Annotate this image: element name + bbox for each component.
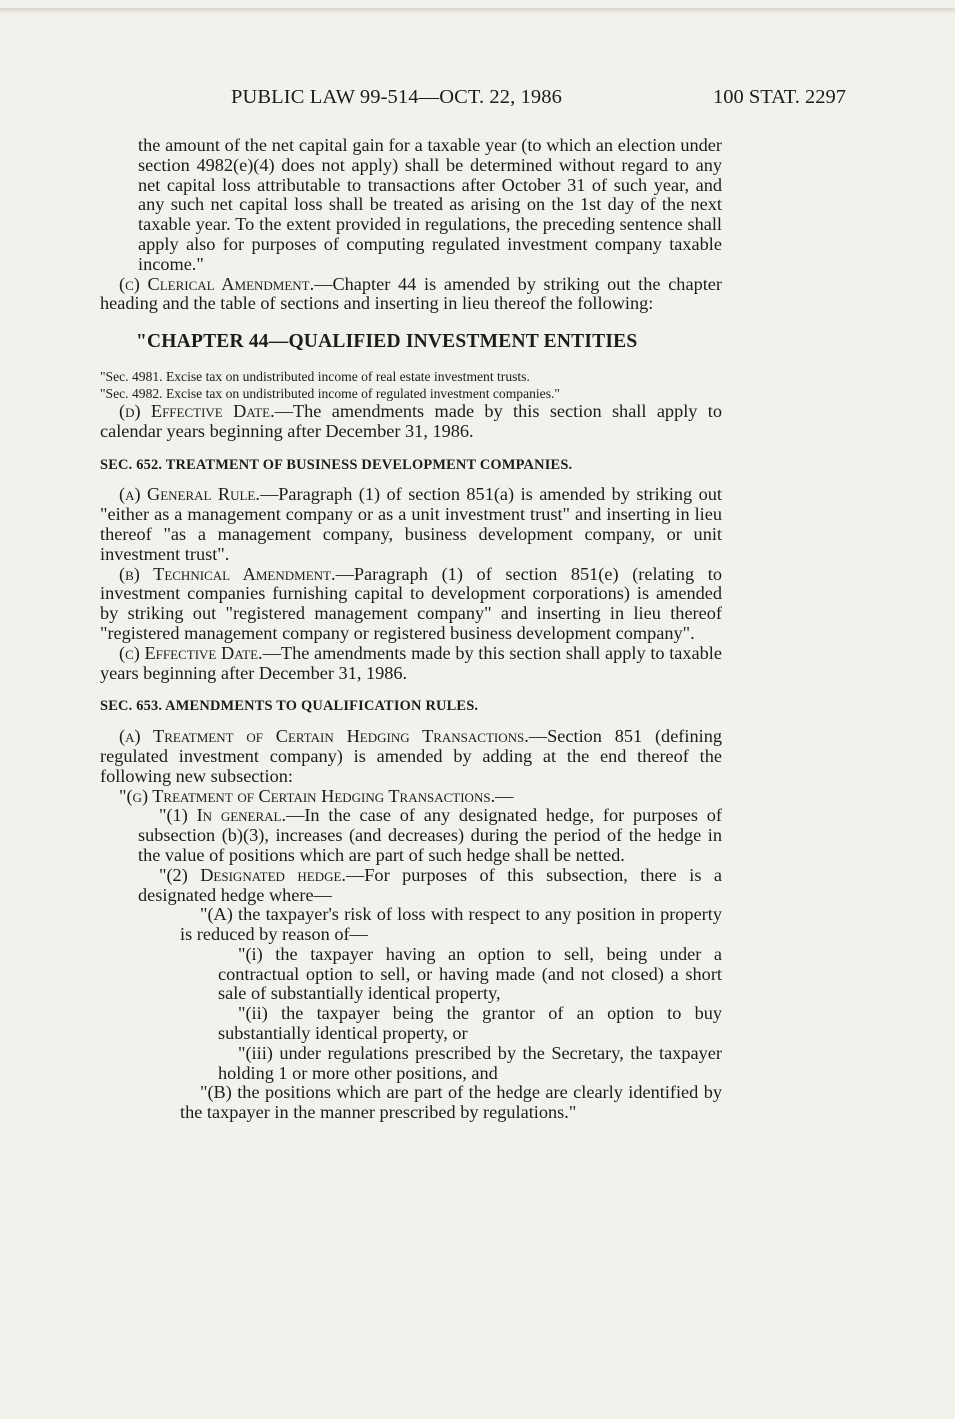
section-652-heading: SEC. 652. TREATMENT OF BUSINESS DEVELOPMENT COMPANIES. [100, 456, 573, 473]
toc-line-1: "Sec. 4981. Excise tax on undistributed income of real estate investment trusts. [100, 368, 530, 384]
effective-date-text-1: —The amendments made by this section shall apply to calendar years beginning after December 31, 1986. [100, 400, 722, 441]
clerical-amendment [100, 275, 722, 315]
technical-text: —Paragraph (1) of section 851(e) (relating to investment companies furnishing capital to development corporations) is amended by striking out "registered management company" and inserting in lieu thereof "registered management company or registered business development company". [100, 563, 722, 643]
effective-date-2 [100, 644, 722, 684]
paragraph-g1-text: —In the case of any designated hedge, for purposes of subsection (b)(3), increases (and decreases) during the period of the hedge in the value of positions which are part of such hedge shall be netted. [138, 805, 722, 865]
effective-date-text-2: —The amendments made by this section shall apply to taxable years beginning after December 31, 1986. [100, 642, 722, 683]
paragraph-g2-label: "(2) Designated hedge. [159, 864, 346, 885]
technical-amendment [100, 565, 722, 644]
header-title: PUBLIC LAW 99-514—OCT. 22, 1986 [231, 86, 562, 108]
top-edge [0, 8, 955, 14]
clause-A: "(A) the taxpayer's risk of loss with respect to any position in property is reduced by reason of— [180, 904, 722, 945]
chapter-heading: "CHAPTER 44—QUALIFIED INVESTMENT ENTITIES [136, 331, 638, 353]
hedging-text: —Section 851 (defining regulated investment company) is amended by adding at the end thereof the following new subsection: [100, 726, 722, 786]
paragraph-g1-label: "(1) In general. [159, 805, 287, 826]
general-rule-label: (a) General Rule. [119, 484, 260, 505]
paragraph-g2-text: —For purposes of this subsection, there is a designated hedge where— [138, 864, 722, 905]
paragraph-g2 [100, 866, 722, 906]
subsection-g [100, 787, 722, 807]
technical-label: (b) Technical Amendment. [119, 563, 336, 584]
clerical-label: (c) Clerical Amendment. [119, 273, 315, 294]
effective-date-1 [100, 402, 722, 442]
toc-line-2: "Sec. 4982. Excise tax on undistributed income of regulated investment companies." [100, 385, 560, 401]
section-653-heading: SEC. 653. AMENDMENTS TO QUALIFICATION RULES. [100, 698, 479, 715]
clause-ii: "(ii) the taxpayer being the grantor of an option to buy substantially identical property, or [218, 1003, 722, 1044]
paragraph-continued: the amount of the net capital gain for a taxable year (to which an election under section 4982(e)(4) does not apply) shall be determined without regard to any net capital loss attributable to transactions after October 31 of such year, and any such net capital loss shall be treated as arising on the 1st day of the next taxable year. To the extent provided in regulations, the preceding sentence shall apply also for purposes of computing regulated investment company taxable income." [138, 135, 722, 274]
hedging-label: (a) Treatment of Certain Hedging Transactions. [119, 726, 529, 747]
subsection-g-label: "(g) Treatment of Certain Hedging Transactions. [119, 785, 496, 806]
clerical-text: —Chapter 44 is amended by striking out the chapter heading and the table of sections and inserting in lieu thereof the following: [100, 273, 722, 314]
page-header [0, 86, 955, 116]
general-rule [100, 485, 722, 564]
clause-iii: "(iii) under regulations prescribed by the Secretary, the taxpayer holding 1 or more other positions, and [218, 1042, 722, 1083]
clause-i: "(i) the taxpayer having an option to sell, being under a contractual option to sell, or having made (and not closed) a short sale of substantially identical property, [218, 943, 722, 1004]
effective-date-label-1: (d) Effective Date. [119, 400, 275, 421]
text-column [100, 136, 722, 1123]
header-stat: 100 STAT. 2297 [713, 86, 846, 108]
general-rule-text: —Paragraph (1) of section 851(a) is amended by striking out "either as a management company or as a unit investment trust" and inserting in lieu thereof "as a management company, business development company, or unit investment trust". [100, 484, 722, 564]
clause-B: "(B) the positions which are part of the hedge are clearly identified by the taxpayer in the manner prescribed by regulations." [180, 1082, 722, 1123]
effective-date-label-2: (c) Effective Date. [119, 642, 263, 663]
paragraph-g1 [100, 806, 722, 865]
hedging-transactions [100, 727, 722, 786]
subsection-g-dash: — [495, 785, 514, 806]
